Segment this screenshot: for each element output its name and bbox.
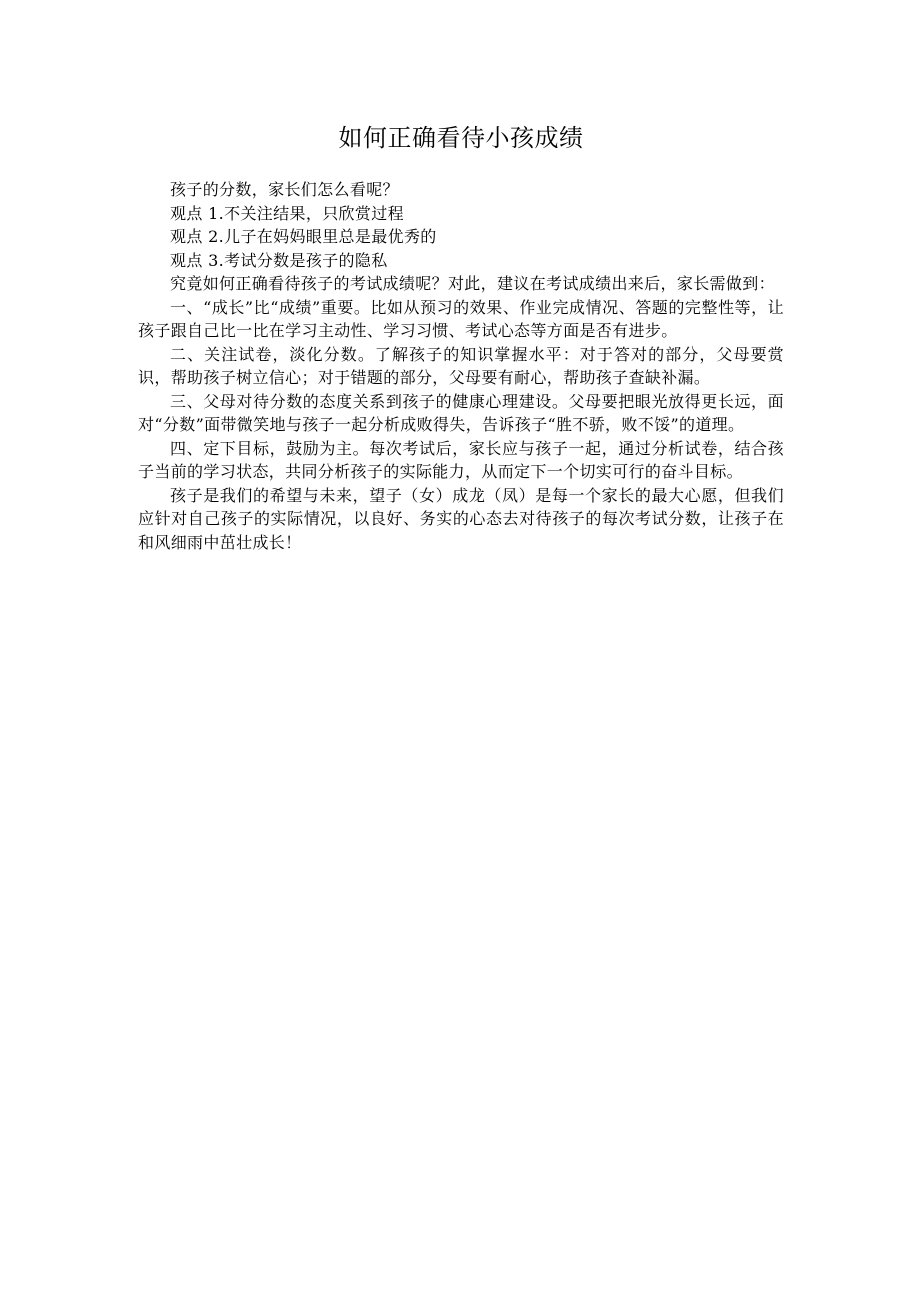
paragraph-point-1: 一、“成长”比“成绩”重要。比如从预习的效果、作业完成情况、答题的完整性等，让孩子跟自己比一比在学习主动性、学习习惯、考试心态等方面是否有进步。 xyxy=(138,297,784,340)
paragraph-point-3: 三、父母对待分数的态度关系到孩子的健康心理建设。父母要把眼光放得更长远，面对“分数”面带微笑地与孩子一起分析成败得失，告诉孩子“胜不骄，败不馁”的道理。 xyxy=(138,391,784,434)
paragraph-viewpoint-2: 观点 2.儿子在妈妈眼里总是最优秀的 xyxy=(170,227,437,246)
document-title: 如何正确看待小孩成绩 xyxy=(338,124,584,152)
paragraph-point-4: 四、定下目标，鼓励为主。每次考试后，家长应与孩子一起，通过分析试卷，结合孩子当前的学习状态，共同分析孩子的实际能力，从而定下一个切实可行的奋斗目标。 xyxy=(138,438,784,481)
document-page xyxy=(138,118,784,554)
paragraph-viewpoint-3: 观点 3.考试分数是孩子的隐私 xyxy=(170,250,388,270)
paragraph-viewpoint-1: 观点 1.不关注结果，只欣赏过程 xyxy=(170,203,404,223)
paragraph-question: 孩子的分数，家长们怎么看呢？ xyxy=(170,180,399,199)
paragraph-point-2: 二、关注试卷，淡化分数。了解孩子的知识掌握水平：对于答对的部分，父母要赏识，帮助孩子树立信心；对于错题的部分，父母要有耐心，帮助孩子查缺补漏。 xyxy=(138,344,784,387)
paragraph-conclusion: 孩子是我们的希望与未来，望子（女）成龙（凤）是每一个家长的最大心愿，但我们应针对自己孩子的实际情况，以良好、务实的心态去对待孩子的每次考试分数，让孩子在和风细雨中茁壮成长！ xyxy=(138,485,784,552)
paragraph-intro: 究竟如何正确看待孩子的考试成绩呢？对此，建议在考试成绩出来后，家长需做到： xyxy=(170,274,775,293)
